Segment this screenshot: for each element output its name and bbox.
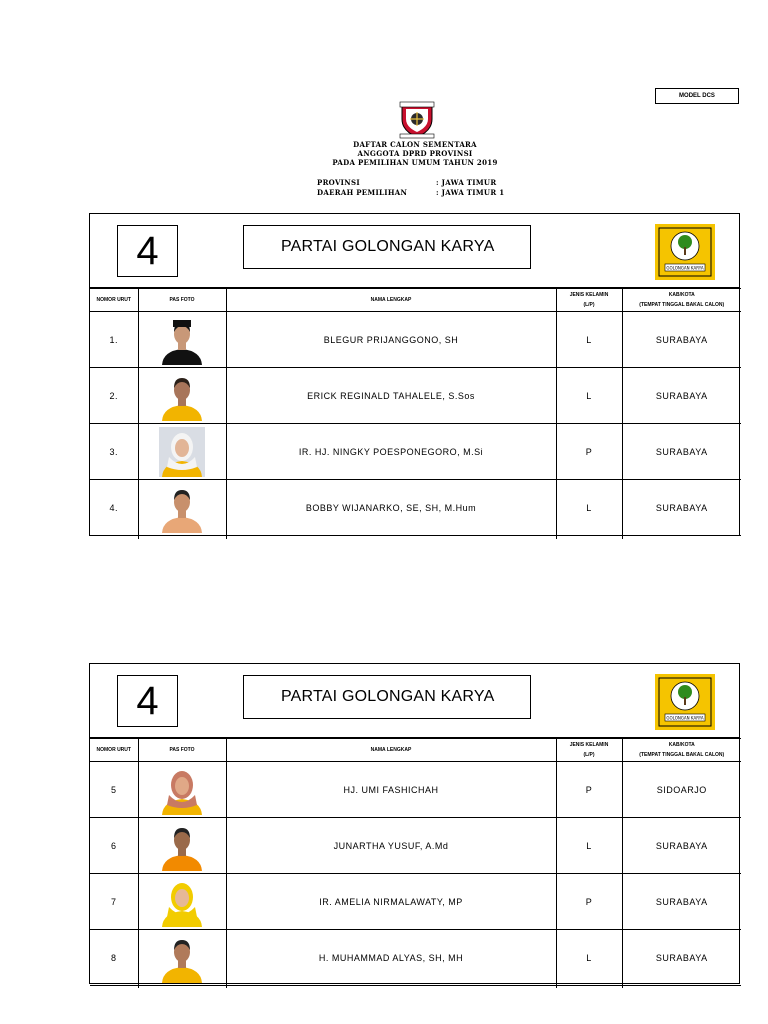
- jenis-kelamin: L: [556, 930, 622, 986]
- col-nomor: NOMOR URUT: [90, 739, 138, 762]
- dapil-label: DAERAH PEMILIHAN: [317, 188, 408, 197]
- jenis-kelamin: L: [556, 818, 622, 874]
- dapil-value: : JAWA TIMUR 1: [436, 188, 505, 197]
- pas-foto: [138, 480, 226, 536]
- candidate-photo: [159, 765, 205, 815]
- party-number: 4: [117, 225, 178, 277]
- pas-foto: [138, 874, 226, 930]
- table-row: [90, 818, 741, 874]
- col-jenis-kelamin: JENIS KELAMIN (L/P): [556, 289, 622, 312]
- title-line: DAFTAR CALON SEMENTARA: [353, 140, 477, 149]
- candidate-photo: [159, 821, 205, 871]
- col-nama: NAMA LENGKAP: [226, 289, 556, 312]
- table-row: [90, 312, 741, 368]
- party-number: 4: [117, 675, 178, 727]
- table-row: [90, 930, 741, 986]
- nomor-urut: 1.: [90, 312, 138, 368]
- pas-foto: [138, 818, 226, 874]
- nomor-urut: 7: [90, 874, 138, 930]
- party-name: PARTAI GOLONGAN KARYA: [243, 225, 531, 269]
- nama-lengkap: BOBBY WIJANARKO, SE, SH, M.Hum: [226, 480, 556, 536]
- kab-kota: SURABAYA: [622, 312, 741, 368]
- nama-lengkap: IR. AMELIA NIRMALAWATY, MP: [226, 874, 556, 930]
- col-foto: PAS FOTO: [138, 289, 226, 312]
- nama-lengkap: JUNARTHA YUSUF, A.Md: [226, 818, 556, 874]
- pas-foto: [138, 312, 226, 368]
- pas-foto: [138, 368, 226, 424]
- jenis-kelamin: L: [556, 312, 622, 368]
- kab-kota: SURABAYA: [622, 424, 741, 480]
- nama-lengkap: HJ. UMI FASHICHAH: [226, 762, 556, 818]
- candidate-table: [90, 288, 741, 539]
- table-cut-row: [90, 986, 741, 989]
- pas-foto: [138, 424, 226, 480]
- table-row: [90, 424, 741, 480]
- candidate-photo: [159, 483, 205, 533]
- title-line: ANGGOTA DPRD PROVINSI: [357, 149, 473, 158]
- nomor-urut: 6: [90, 818, 138, 874]
- table-row: [90, 480, 741, 536]
- col-foto: PAS FOTO: [138, 739, 226, 762]
- table-row: [90, 368, 741, 424]
- golkar-logo: [655, 224, 715, 280]
- party-header: [90, 214, 739, 288]
- table-cut-row: [90, 536, 741, 540]
- nomor-urut: 3.: [90, 424, 138, 480]
- candidate-block: [89, 213, 740, 536]
- table-row: [90, 762, 741, 818]
- party-header: [90, 664, 739, 738]
- nama-lengkap: BLEGUR PRIJANGGONO, SH: [226, 312, 556, 368]
- nomor-urut: 5: [90, 762, 138, 818]
- region-info: [317, 178, 504, 198]
- nama-lengkap: ERICK REGINALD TAHALELE, S.Sos: [226, 368, 556, 424]
- candidate-block: [89, 663, 740, 984]
- col-jenis-kelamin: JENIS KELAMIN (L/P): [556, 739, 622, 762]
- candidate-photo: [159, 877, 205, 927]
- candidate-photo: [159, 427, 205, 477]
- kab-kota: SURABAYA: [622, 818, 741, 874]
- golkar-logo-text: GOLONGAN KARYA: [666, 265, 704, 271]
- candidate-table: [90, 738, 741, 988]
- col-nama: NAMA LENGKAP: [226, 739, 556, 762]
- table-header-row: [90, 289, 741, 312]
- candidate-photo: [159, 315, 205, 365]
- nomor-urut: 8: [90, 930, 138, 986]
- kab-kota: SURABAYA: [622, 874, 741, 930]
- jenis-kelamin: P: [556, 424, 622, 480]
- jenis-kelamin: L: [556, 480, 622, 536]
- kab-kota: SURABAYA: [622, 480, 741, 536]
- golkar-logo: [655, 674, 715, 730]
- model-label: MODEL DCS: [655, 88, 739, 104]
- party-name: PARTAI GOLONGAN KARYA: [243, 675, 531, 719]
- candidate-photo: [159, 933, 205, 983]
- nomor-urut: 4.: [90, 480, 138, 536]
- title-line: PADA PEMILIHAN UMUM TAHUN 2019: [332, 158, 498, 167]
- jenis-kelamin: P: [556, 874, 622, 930]
- nama-lengkap: IR. HJ. NINGKY POESPONEGORO, M.Si: [226, 424, 556, 480]
- pas-foto: [138, 762, 226, 818]
- col-nomor: NOMOR URUT: [90, 289, 138, 312]
- jenis-kelamin: P: [556, 762, 622, 818]
- kab-kota: SURABAYA: [622, 368, 741, 424]
- kpu-logo: [396, 101, 438, 139]
- kab-kota: SIDOARJO: [622, 762, 741, 818]
- table-header-row: [90, 739, 741, 762]
- col-kab-kota: KAB/KOTA (TEMPAT TINGGAL BAKAL CALON): [622, 739, 741, 762]
- candidate-photo: [159, 371, 205, 421]
- col-kab-kota: KAB/KOTA (TEMPAT TINGGAL BAKAL CALON): [622, 289, 741, 312]
- pas-foto: [138, 930, 226, 986]
- nama-lengkap: H. MUHAMMAD ALYAS, SH, MH: [226, 930, 556, 986]
- document-title: [284, 140, 546, 167]
- kab-kota: SURABAYA: [622, 930, 741, 986]
- table-row: [90, 874, 741, 930]
- table-bottom-rule: [90, 983, 739, 984]
- provinsi-label: PROVINSI: [317, 178, 360, 187]
- provinsi-value: : JAWA TIMUR: [436, 178, 497, 187]
- jenis-kelamin: L: [556, 368, 622, 424]
- golkar-logo-text: GOLONGAN KARYA: [666, 715, 704, 721]
- nomor-urut: 2.: [90, 368, 138, 424]
